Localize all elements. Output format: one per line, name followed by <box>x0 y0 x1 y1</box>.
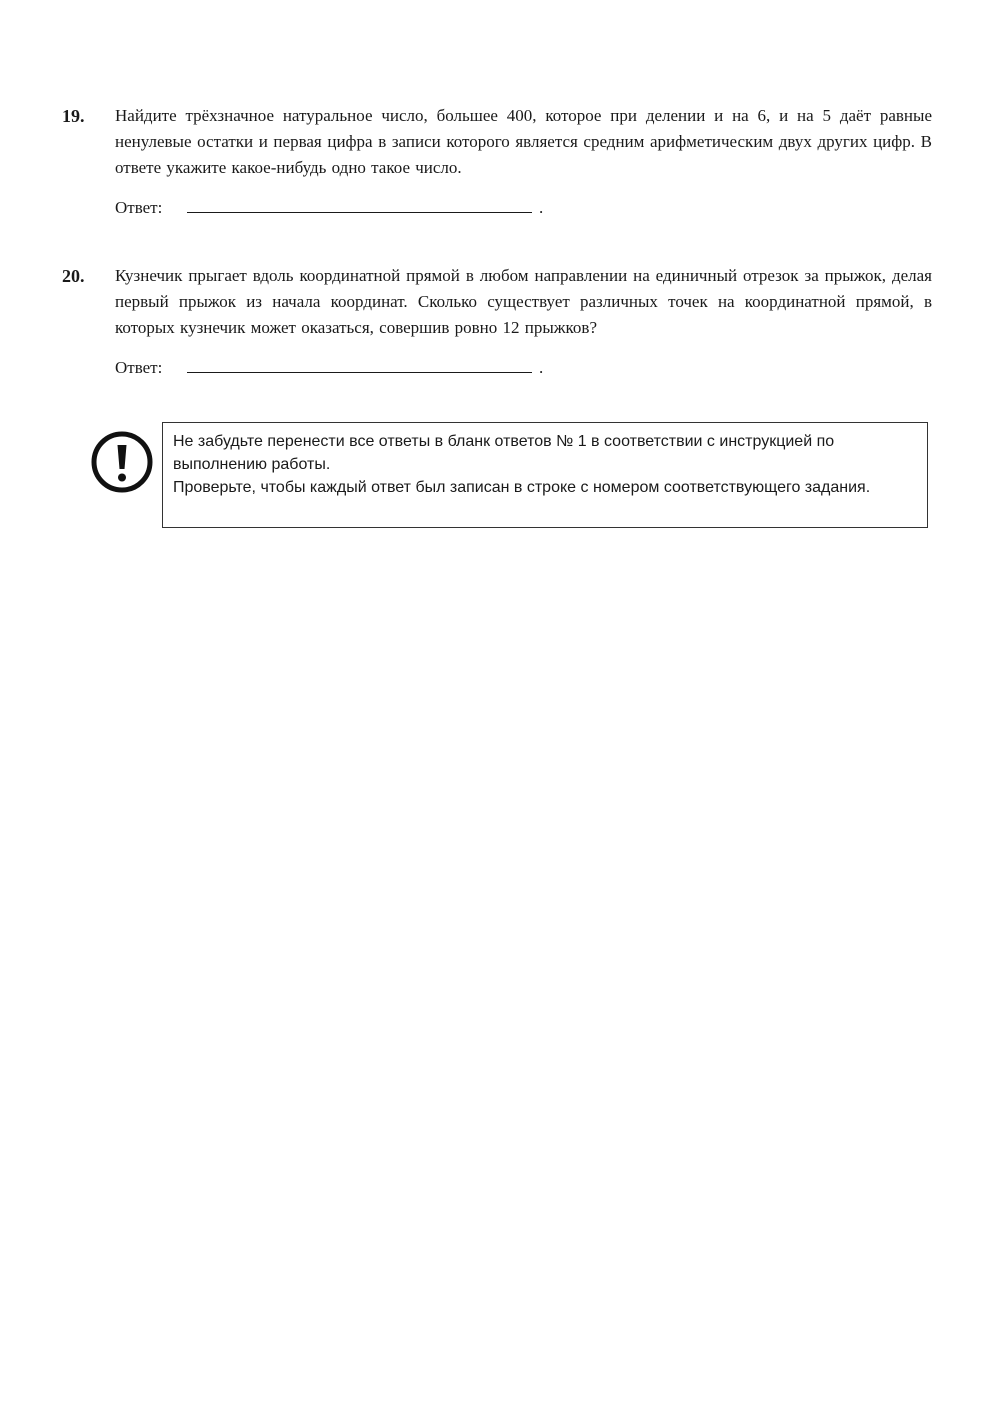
problem-20 <box>62 263 932 381</box>
notice-line-2: Проверьте, чтобы каждый ответ был записан в строке с номером соответствующего задания. <box>173 479 871 496</box>
problem-19 <box>62 103 932 221</box>
answer-field[interactable] <box>187 372 532 373</box>
answer-row <box>115 355 932 381</box>
answer-field[interactable] <box>187 212 532 213</box>
problem-text: Кузнечик прыгает вдоль координатной прямой в любом направлении на единичный отрезок за прыжок, делая первый прыжок из начала координат. Сколько существует различных точек на координатной прямой, в которых кузнечик может оказаться, совершив ровно 12 прыжков? <box>115 266 932 337</box>
answer-row <box>115 195 932 221</box>
problem-number: 19. <box>62 106 85 126</box>
problem-number: 20. <box>62 266 85 286</box>
notice-box <box>162 422 928 528</box>
answer-period: . <box>539 358 544 377</box>
answer-label: Ответ: <box>115 198 163 217</box>
answer-period: . <box>539 198 544 217</box>
answer-label: Ответ: <box>115 358 163 377</box>
problem-text: Найдите трёхзначное натуральное число, большее 400, которое при делении и на 6, и на 5 даёт равные ненулевые остатки и первая цифра в записи которого является средним арифметическим двух других цифр. В ответе укажите какое-нибудь одно такое число. <box>115 106 932 177</box>
notice-line-1: Не забудьте перенести все ответы в бланк ответов № 1 в соответствии с инструкцией по выполнению работы. <box>173 433 835 473</box>
exclamation-circle-icon <box>88 428 156 496</box>
